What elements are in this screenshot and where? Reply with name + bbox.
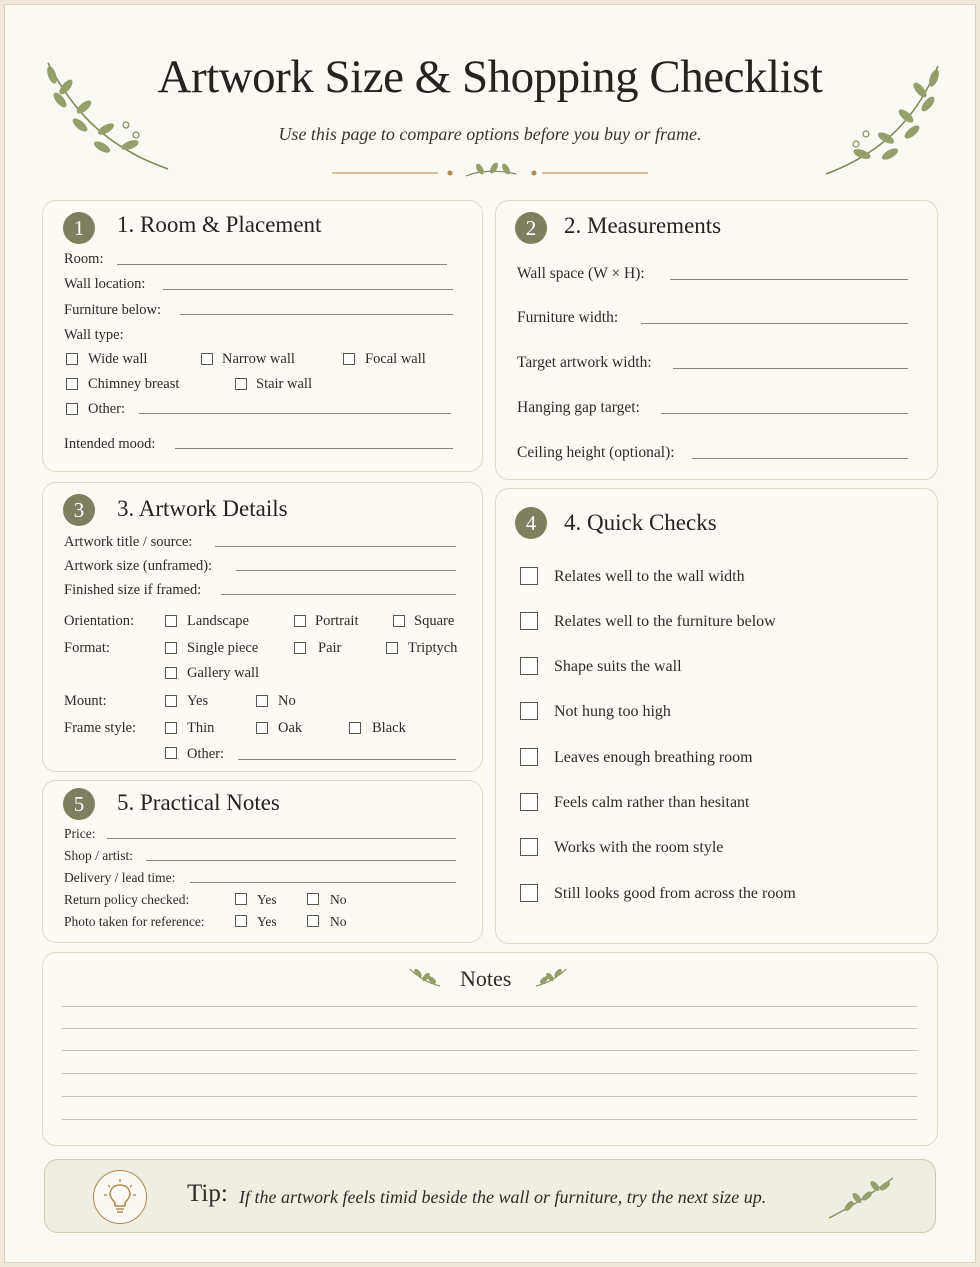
quick-check-checkbox[interactable] xyxy=(520,793,538,811)
section-title-measurements: 2. Measurements xyxy=(564,213,722,238)
pair-checkbox[interactable] xyxy=(294,642,306,654)
section-number-badge: 5 xyxy=(63,788,95,820)
quick-check-checkbox[interactable] xyxy=(520,748,538,766)
orientation-label: Orientation: xyxy=(64,613,135,629)
notes-left-sprig-icon xyxy=(408,965,442,989)
notes-line[interactable] xyxy=(62,1028,917,1029)
black-label: Black xyxy=(372,720,406,736)
target-width-field[interactable] xyxy=(673,368,908,369)
quick-check-label: Relates well to the furniture below xyxy=(554,613,776,630)
tip-text: If the artwork feels timid beside the wall or furniture, try the next size up. xyxy=(239,1187,767,1207)
black-checkbox[interactable] xyxy=(349,722,361,734)
quick-check-label: Shape suits the wall xyxy=(554,658,682,675)
notes-line[interactable] xyxy=(62,1006,917,1007)
quick-check-label: Still looks good from across the room xyxy=(554,885,796,902)
quick-check-checkbox[interactable] xyxy=(520,838,538,856)
notes-title: Notes xyxy=(460,966,512,991)
wall-type-label: Wall type: xyxy=(64,327,124,343)
return-yes-checkbox[interactable] xyxy=(235,893,247,905)
notes-line[interactable] xyxy=(62,1119,917,1120)
quick-check-checkbox[interactable] xyxy=(520,567,538,585)
single-piece-label: Single piece xyxy=(187,640,259,656)
wide-wall-label: Wide wall xyxy=(88,351,148,367)
page-title: Artwork Size & Shopping Checklist xyxy=(157,51,823,103)
photo-yes-label: Yes xyxy=(257,914,277,929)
triptych-checkbox[interactable] xyxy=(386,642,398,654)
mount-yes-label: Yes xyxy=(187,693,209,709)
mount-label: Mount: xyxy=(64,693,107,709)
section-title-practical: 5. Practical Notes xyxy=(117,790,280,815)
frame-style-label: Frame style: xyxy=(64,720,137,736)
gallery-wall-checkbox[interactable] xyxy=(165,667,177,679)
section-title-artwork: 3. Artwork Details xyxy=(117,496,288,521)
single-piece-checkbox[interactable] xyxy=(165,642,177,654)
portrait-label: Portrait xyxy=(315,613,359,629)
measurements-card xyxy=(495,200,938,480)
delivery-field[interactable] xyxy=(190,882,456,883)
artwork-size-label: Artwork size (unframed): xyxy=(64,558,213,574)
quick-check-label: Relates well to the wall width xyxy=(554,568,745,585)
mount-no-label: No xyxy=(278,693,296,709)
landscape-checkbox[interactable] xyxy=(165,615,177,627)
section-title-quick-checks: 4. Quick Checks xyxy=(564,510,717,535)
finished-size-field[interactable] xyxy=(221,594,456,595)
artwork-size-field[interactable] xyxy=(236,570,456,571)
intended-mood-field[interactable] xyxy=(175,448,453,449)
tip-sprig-icon xyxy=(827,1174,897,1222)
return-no-checkbox[interactable] xyxy=(307,893,319,905)
lightbulb-icon xyxy=(93,1170,147,1224)
photo-no-checkbox[interactable] xyxy=(307,915,319,927)
quick-check-label: Leaves enough breathing room xyxy=(554,749,753,766)
quick-check-checkbox[interactable] xyxy=(520,612,538,630)
wall-location-field[interactable] xyxy=(163,289,453,290)
chimney-breast-checkbox[interactable] xyxy=(66,378,78,390)
section-title-room: 1. Room & Placement xyxy=(117,212,322,237)
triptych-label: Triptych xyxy=(408,640,458,656)
wide-wall-checkbox[interactable] xyxy=(66,353,78,365)
notes-line[interactable] xyxy=(62,1050,917,1051)
hanging-gap-label: Hanging gap target: xyxy=(517,399,640,416)
ceiling-height-label: Ceiling height (optional): xyxy=(517,444,675,461)
photo-yes-checkbox[interactable] xyxy=(235,915,247,927)
other-wall-checkbox[interactable] xyxy=(66,403,78,415)
notes-right-sprig-icon xyxy=(534,965,568,989)
furniture-width-field[interactable] xyxy=(641,323,908,324)
title-divider xyxy=(330,160,650,186)
other-wall-label: Other: xyxy=(88,401,126,417)
section-number-badge: 2 xyxy=(515,212,547,244)
pair-label: Pair xyxy=(318,640,342,656)
furniture-width-label: Furniture width: xyxy=(517,309,619,326)
narrow-wall-label: Narrow wall xyxy=(222,351,295,367)
page-subtitle: Use this page to compare options before you buy or frame. xyxy=(278,124,702,144)
section-number-badge: 1 xyxy=(63,212,95,244)
square-label: Square xyxy=(414,613,455,629)
other-wall-field[interactable] xyxy=(139,413,451,414)
furniture-below-field[interactable] xyxy=(180,314,453,315)
tip-banner xyxy=(44,1159,936,1233)
ceiling-height-field[interactable] xyxy=(692,458,908,459)
hanging-gap-field[interactable] xyxy=(661,413,908,414)
quick-check-label: Not hung too high xyxy=(554,703,671,720)
intended-mood-label: Intended mood: xyxy=(64,436,156,452)
thin-label: Thin xyxy=(187,720,215,736)
frame-other-field[interactable] xyxy=(238,759,456,760)
room-field[interactable] xyxy=(117,264,447,265)
section-number-badge: 3 xyxy=(63,494,95,526)
photo-taken-label: Photo taken for reference: xyxy=(64,914,205,929)
narrow-wall-checkbox[interactable] xyxy=(201,353,213,365)
landscape-label: Landscape xyxy=(187,613,249,629)
photo-no-label: No xyxy=(330,914,347,929)
focal-wall-checkbox[interactable] xyxy=(343,353,355,365)
shop-field[interactable] xyxy=(146,860,456,861)
finished-size-label: Finished size if framed: xyxy=(64,582,202,598)
notes-line[interactable] xyxy=(62,1073,917,1074)
quick-check-label: Works with the room style xyxy=(554,839,724,856)
focal-wall-label: Focal wall xyxy=(365,351,426,367)
format-label: Format: xyxy=(64,640,110,656)
shop-label: Shop / artist: xyxy=(64,848,134,863)
quick-check-label: Feels calm rather than hesitant xyxy=(554,794,750,811)
stair-wall-checkbox[interactable] xyxy=(235,378,247,390)
artwork-title-label: Artwork title / source: xyxy=(64,534,193,550)
stair-wall-label: Stair wall xyxy=(256,376,312,392)
quick-check-checkbox[interactable] xyxy=(520,702,538,720)
furniture-below-label: Furniture below: xyxy=(64,302,162,318)
section-number-badge: 4 xyxy=(515,507,547,539)
quick-check-checkbox[interactable] xyxy=(520,884,538,902)
oak-checkbox[interactable] xyxy=(256,722,268,734)
wall-location-label: Wall location: xyxy=(64,276,146,292)
return-yes-label: Yes xyxy=(257,892,277,907)
artwork-title-field[interactable] xyxy=(215,546,456,547)
target-width-label: Target artwork width: xyxy=(517,354,652,371)
wall-space-field[interactable] xyxy=(670,279,908,280)
return-no-label: No xyxy=(330,892,347,907)
notes-line[interactable] xyxy=(62,1096,917,1097)
oak-label: Oak xyxy=(278,720,303,736)
delivery-label: Delivery / lead time: xyxy=(64,870,176,885)
portrait-checkbox[interactable] xyxy=(294,615,306,627)
thin-checkbox[interactable] xyxy=(165,722,177,734)
square-checkbox[interactable] xyxy=(393,615,405,627)
gallery-wall-label: Gallery wall xyxy=(187,665,260,681)
frame-other-checkbox[interactable] xyxy=(165,747,177,759)
price-label: Price: xyxy=(64,826,96,841)
wall-space-label: Wall space (W × H): xyxy=(517,265,645,282)
room-label: Room: xyxy=(64,251,104,267)
tip-label: Tip: xyxy=(187,1180,228,1207)
mount-yes-checkbox[interactable] xyxy=(165,695,177,707)
price-field[interactable] xyxy=(107,838,456,839)
quick-check-checkbox[interactable] xyxy=(520,657,538,675)
frame-other-label: Other: xyxy=(187,746,225,762)
chimney-breast-label: Chimney breast xyxy=(88,376,180,392)
mount-no-checkbox[interactable] xyxy=(256,695,268,707)
return-policy-label: Return policy checked: xyxy=(64,892,190,907)
